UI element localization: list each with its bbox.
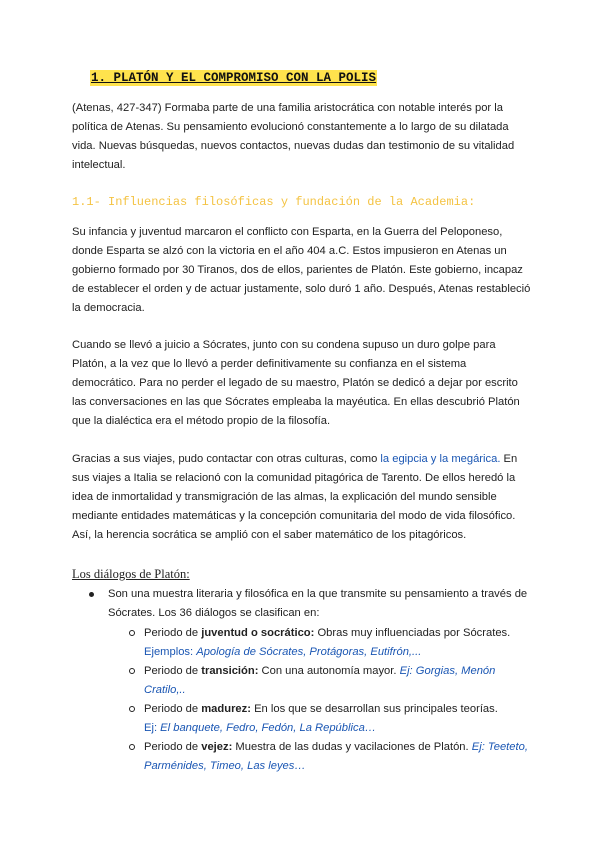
text-line: intelectual. xyxy=(72,159,126,171)
text-line xyxy=(144,700,498,719)
text-line: las conversaciones en las que Sócrates empleaba la mayéutica. En ellas descubrió Platón xyxy=(72,396,520,408)
text-segment: Gracias a sus viajes, pudo contactar con otras culturas, como xyxy=(72,453,381,465)
paragraph-infancia xyxy=(72,223,532,318)
examples-text: El banquete, Fedro, Fedón, La República… xyxy=(160,722,376,734)
text-line: Cuando se llevó a juicio a Sócrates, junto con su condena supuso un duro golpe para xyxy=(72,339,496,351)
text-segment: En xyxy=(500,453,518,465)
examples-label: Ej: xyxy=(144,722,161,734)
period-label: juventud o socrático: xyxy=(201,627,315,639)
text-line xyxy=(144,662,495,681)
text-line: sus viajes a Italia se relacionó con la comunidad pitagórica de Tarento. De ellos heredó la xyxy=(72,472,516,484)
examples-text: Ej: Gorgias, Menón xyxy=(399,665,496,677)
paragraph-juicio-socrates xyxy=(72,336,532,431)
text-segment: Periodo de xyxy=(144,703,202,715)
text-line: Sócrates. Los 36 diálogos se clasifican en: xyxy=(108,607,320,619)
text-line: la democracia. xyxy=(72,302,145,314)
text-segment: Muestra de las dudas y vacilaciones de Platón. xyxy=(232,741,472,753)
period-vejez xyxy=(72,738,542,776)
culturas-link[interactable]: la egipcia y la megárica. xyxy=(380,453,501,465)
circle-bullet-icon xyxy=(129,668,135,674)
text-line: Su infancia y juventud marcaron el conflicto con Esparta, en la Guerra del Peloponeso, xyxy=(72,226,503,238)
period-madurez xyxy=(72,700,542,738)
examples-text: Ej: Teeteto, xyxy=(471,741,528,753)
text-line: (Atenas, 427-347) Formaba parte de una familia aristocrática con notable interés por la xyxy=(72,102,503,114)
examples-text: Parménides, Timeo, Las leyes… xyxy=(144,760,306,772)
text-line: Son una muestra literaria y filosófica en la que transmite su pensamiento a través de xyxy=(108,588,528,600)
bullet-icon xyxy=(89,592,94,597)
text-line xyxy=(144,738,528,757)
period-juventud xyxy=(72,624,542,662)
text-line: Así, la herencia socrática se amplió con el saber matemático de los pitagóricos. xyxy=(72,529,467,541)
text-line: política de Atenas. Su pensamiento evolucionó constantemente a lo largo de su dilatada xyxy=(72,121,509,133)
text-line: que la dialéctica era el método propio de la filosofía. xyxy=(72,415,331,427)
text-segment: Periodo de xyxy=(144,741,202,753)
circle-bullet-icon xyxy=(129,706,135,712)
text-segment: Con una autonomía mayor. xyxy=(258,665,400,677)
heading-dialogos: Los diálogos de Platón: xyxy=(72,567,190,581)
period-label: madurez: xyxy=(201,703,251,715)
circle-bullet-icon xyxy=(129,744,135,750)
text-segment: En los que se desarrollan sus principales teorías. xyxy=(250,703,498,715)
text-segment: Obras muy influenciadas por Sócrates. xyxy=(314,627,511,639)
text-line: Platón, a la vez que lo llevó a perder definitivamente su confianza en el sistema xyxy=(72,358,467,370)
examples-line xyxy=(144,643,421,662)
examples-line xyxy=(144,757,306,776)
text-line xyxy=(72,450,532,469)
examples-line xyxy=(144,719,376,738)
circle-bullet-icon xyxy=(129,630,135,636)
examples-line xyxy=(144,681,186,700)
text-segment: Periodo de xyxy=(144,627,202,639)
text-line: vida. Nuevas búsquedas, nuevos contactos, nuevas dudas dan testimonio de su vitalidad xyxy=(72,140,515,152)
text-segment: Periodo de xyxy=(144,665,202,677)
period-label: transición: xyxy=(201,665,259,677)
text-line: idea de inmortalidad y transmigración de las almas, la explicación del mundo sensible xyxy=(72,491,497,503)
period-label: vejez: xyxy=(201,741,233,753)
heading-platon-polis: 1. PLATÓN Y EL COMPROMISO CON LA POLIS xyxy=(91,71,377,85)
text-line xyxy=(144,624,510,643)
text-line: donde Esparta se alzó con la victoria en el año 404 a.C. Estos impusieron en Atenas un xyxy=(72,245,507,257)
text-line: de establecer el orden y de actuar justamente, solo duró 1 año. Después, Atenas restableció xyxy=(72,283,531,295)
text-line: mediante entidades matemáticas y la concepción comunitaria del modo de vida filosófico. xyxy=(72,510,516,522)
text-line: democrático. Para no perder el legado de su maestro, Platón se dedicó a dejar por escrito xyxy=(72,377,518,389)
period-transicion xyxy=(72,662,542,700)
heading-influencias: 1.1- Influencias filosóficas y fundación de la Academia: xyxy=(72,195,476,209)
examples-label: Ejemplos: xyxy=(144,646,197,658)
examples-text: Apología de Sócrates, Protágoras, Eutifrón,... xyxy=(196,646,422,658)
paragraph-viajes xyxy=(72,450,532,545)
text-line: gobierno formado por 30 Tiranos, dos de ellos, parientes de Platón. Este gobierno, incapaz xyxy=(72,264,523,276)
examples-text: Cratilo,.. xyxy=(144,684,186,696)
intro-paragraph xyxy=(72,99,532,175)
